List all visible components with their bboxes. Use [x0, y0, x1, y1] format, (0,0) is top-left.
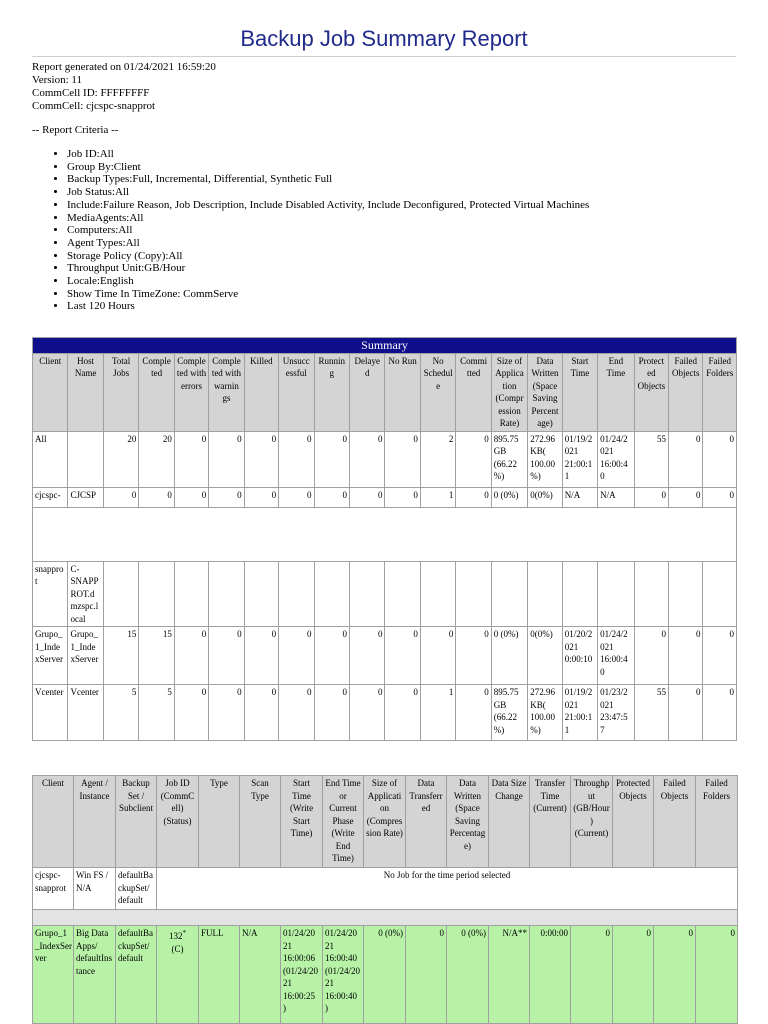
summary-cell: [139, 561, 174, 627]
no-job-message: No Job for the time period selected: [157, 868, 738, 910]
summary-header-row: [33, 353, 737, 431]
summary-cell: [669, 561, 703, 627]
summary-cell: 0: [103, 487, 138, 507]
summary-cell: 0: [669, 685, 703, 741]
table-row: [33, 868, 738, 910]
summary-cell: 272.96 KB( 100.00 %): [528, 685, 562, 741]
size-app-cell: 0 (0%): [364, 926, 406, 1024]
summary-cell: 0(0%): [528, 627, 562, 685]
summary-cell: [314, 561, 349, 627]
summary-cell: 0: [385, 487, 420, 507]
summary-cell: 0: [244, 431, 278, 487]
detail-backupset-cell: defaultBa ckupSet/ default: [116, 868, 157, 910]
summary-cell: 0: [209, 627, 244, 685]
summary-cell: [634, 561, 668, 627]
summary-cell: [174, 561, 208, 627]
criteria-item: • Agent Types:All: [67, 237, 589, 250]
table-row: [33, 561, 737, 627]
summary-cell: 0: [634, 487, 668, 507]
failed-folders-cell: 0: [696, 926, 738, 1024]
summary-cell: 0: [174, 431, 208, 487]
criteria-item: • Last 120 Hours: [67, 300, 589, 313]
detail-agent-cell: Big Data Apps/ defaultIns tance: [74, 926, 116, 1024]
summary-cell: 0: [456, 431, 491, 487]
summary-column-header: Host Name: [68, 353, 103, 431]
summary-column-header: Protect ed Objects: [634, 353, 668, 431]
summary-column-header: Size of Applica tion (Compr ession Rate): [491, 353, 527, 431]
summary-column-header: Client: [33, 353, 68, 431]
summary-column-header: Start Time: [562, 353, 597, 431]
criteria-item: • Storage Policy (Copy):All: [67, 250, 589, 263]
summary-cell: Vcenter: [68, 685, 103, 741]
throughput-cell: 0: [571, 926, 613, 1024]
summary-cell: N/A: [598, 487, 634, 507]
summary-cell: cjcspc-: [33, 487, 68, 507]
summary-cell: 0: [703, 431, 737, 487]
summary-cell: 01/20/2 021 0:00:10: [562, 627, 597, 685]
summary-cell: 5: [139, 685, 174, 741]
summary-cell: 0: [669, 627, 703, 685]
detail-column-header: Data Transferr ed: [406, 776, 447, 868]
table-row: [33, 431, 737, 487]
summary-column-header: Comple ted: [139, 353, 174, 431]
criteria-item: • Computers:All: [67, 224, 589, 237]
detail-column-header: Client: [33, 776, 74, 868]
summary-cell: 01/23/2 021 23:47:5 7: [598, 685, 634, 741]
detail-column-header: Type: [199, 776, 240, 868]
summary-cell: [244, 561, 278, 627]
summary-cell: N/A: [562, 487, 597, 507]
summary-cell: 15: [103, 627, 138, 685]
summary-column-header: Failed Folders: [703, 353, 737, 431]
detail-header-row: [33, 776, 738, 868]
summary-cell: 0: [244, 685, 278, 741]
summary-cell: 0(0%): [528, 487, 562, 507]
summary-cell: 0: [669, 487, 703, 507]
table-row: [33, 685, 737, 741]
group-separator: [33, 910, 738, 926]
job-id: 132: [169, 931, 183, 941]
meta-commcell: CommCell: cjcspc-snapprot: [32, 100, 156, 112]
detail-column-header: Size of Applicati on (Compres sion Rate): [364, 776, 406, 868]
data-transferred-cell: 0: [406, 926, 447, 1024]
job-detail-table: [32, 775, 738, 1024]
summary-cell: [349, 561, 384, 627]
summary-cell: [491, 561, 527, 627]
data-size-change-cell: N/A**: [489, 926, 530, 1024]
summary-cell: [103, 561, 138, 627]
criteria-list: [36, 148, 589, 313]
criteria-item: • Job ID:All: [67, 148, 589, 161]
summary-column-header: Delaye d: [349, 353, 384, 431]
summary-column-header: Comple ted with errors: [174, 353, 208, 431]
criteria-item: • Backup Types:Full, Incremental, Differential, Synthetic Full: [67, 173, 589, 186]
detail-column-header: Transfer Time (Current): [530, 776, 571, 868]
summary-cell: [598, 561, 634, 627]
summary-cell: [420, 561, 455, 627]
summary-cell: 0: [209, 487, 244, 507]
summary-cell: 20: [139, 431, 174, 487]
detail-agent-cell: Win FS / N/A: [74, 868, 116, 910]
summary-column-header: End Time: [598, 353, 634, 431]
summary-cell: 0: [244, 627, 278, 685]
criteria-item: • Include:Failure Reason, Job Description, Include Disabled Activity, Include Deconfigured, Protected Virtual Machines: [67, 199, 589, 212]
summary-cell: 0: [314, 487, 349, 507]
summary-column-header: Total Jobs: [103, 353, 138, 431]
summary-cell: 0: [314, 431, 349, 487]
detail-column-header: Agent / Instance: [74, 776, 116, 868]
detail-column-header: Job ID (CommC ell) (Status): [157, 776, 199, 868]
summary-cell: 0: [349, 685, 384, 741]
summary-cell: 272.96 KB( 100.00 %): [528, 431, 562, 487]
summary-cell: Grupo_ 1_Inde xServer: [33, 627, 68, 685]
summary-cell: [209, 561, 244, 627]
summary-cell: [385, 561, 420, 627]
summary-cell: Grupo_ 1_Inde xServer: [68, 627, 103, 685]
summary-cell: 0 (0%): [491, 627, 527, 685]
meta-commcell-id: CommCell ID: FFFFFFFF: [32, 87, 150, 99]
summary-cell: [528, 561, 562, 627]
summary-cell: 0: [385, 431, 420, 487]
summary-cell: 0: [244, 487, 278, 507]
table-row: [33, 926, 738, 1024]
criteria-item: • Job Status:All: [67, 186, 589, 199]
detail-column-header: End Time or Current Phase (Write End Time): [323, 776, 364, 868]
summary-cell: 55: [634, 431, 668, 487]
detail-backupset-cell: defaultBa ckupSet/ default: [116, 926, 157, 1024]
summary-cell: 1: [420, 487, 455, 507]
summary-cell: 5: [103, 685, 138, 741]
summary-cell: 0: [456, 627, 491, 685]
summary-cell: 0: [174, 487, 208, 507]
report-title: Backup Job Summary Report: [240, 26, 528, 51]
summary-cell: 0: [703, 627, 737, 685]
summary-cell: 0: [703, 685, 737, 741]
summary-cell: 0: [139, 487, 174, 507]
summary-cell: Vcenter: [33, 685, 68, 741]
detail-column-header: Data Size Change: [489, 776, 530, 868]
summary-cell: 1: [420, 685, 455, 741]
summary-cell: 0: [385, 685, 420, 741]
summary-cell: [279, 561, 314, 627]
summary-cell: [703, 561, 737, 627]
summary-cell: 2: [420, 431, 455, 487]
detail-column-header: Failed Folders: [696, 776, 738, 868]
summary-column-header: Killed: [244, 353, 278, 431]
summary-cell: 0: [209, 685, 244, 741]
detail-column-header: Start Time (Write Start Time): [281, 776, 323, 868]
summary-cell: 0: [314, 627, 349, 685]
summary-cell: 0: [349, 627, 384, 685]
summary-table: [32, 337, 737, 741]
criteria-item: • Group By:Client: [67, 161, 589, 174]
summary-cell: 0: [669, 431, 703, 487]
report-meta: [32, 61, 216, 113]
summary-column-header: No Schedul e: [420, 353, 455, 431]
summary-cell: 895.75 GB (66.22 %): [491, 431, 527, 487]
summary-cell: [562, 561, 597, 627]
summary-cell: 01/24/2 021 16:00:4 0: [598, 627, 634, 685]
summary-cell: 0: [174, 627, 208, 685]
detail-client-cell: Grupo_1 _IndexSer ver: [33, 926, 74, 1024]
table-row: [33, 487, 737, 507]
summary-cell: 0: [420, 627, 455, 685]
detail-column-header: Throughp ut (GB/Hour ) (Current): [571, 776, 613, 868]
summary-cell: 0: [385, 627, 420, 685]
job-id-cell: [157, 926, 199, 1024]
job-status: (C): [171, 943, 184, 954]
job-type-cell: FULL: [199, 926, 240, 1024]
summary-cell: snappro t: [33, 561, 68, 627]
summary-cell: 0: [634, 627, 668, 685]
meta-generated: Report generated on 01/24/2021 16:59:20: [32, 61, 216, 73]
summary-cell: 0: [456, 685, 491, 741]
detail-client-cell: cjcspc- snapprot: [33, 868, 74, 910]
detail-column-header: Protected Objects: [613, 776, 654, 868]
failed-objects-cell: 0: [654, 926, 696, 1024]
summary-cell: 0: [703, 487, 737, 507]
summary-cell: 0: [456, 487, 491, 507]
summary-column-header: Comple ted with warnin gs: [209, 353, 244, 431]
summary-cell: 0: [279, 685, 314, 741]
scan-type-cell: N/A: [240, 926, 281, 1024]
summary-cell: 20: [103, 431, 138, 487]
summary-cell: 0: [349, 431, 384, 487]
summary-column-header: No Run: [385, 353, 420, 431]
detail-column-header: Failed Objects: [654, 776, 696, 868]
summary-cell: [456, 561, 491, 627]
data-written-cell: 0 (0%): [447, 926, 489, 1024]
job-id-mark: *: [182, 929, 186, 937]
summary-cell: 01/19/2 021 21:00:1 1: [562, 431, 597, 487]
detail-column-header: Scan Type: [240, 776, 281, 868]
summary-cell: 895.75 GB (66.22 %): [491, 685, 527, 741]
summary-cell: 0: [174, 685, 208, 741]
summary-cell: 0: [209, 431, 244, 487]
summary-cell: 0 (0%): [491, 487, 527, 507]
summary-column-header: Unsucc essful: [279, 353, 314, 431]
start-time-cell: 01/24/20 21 16:00:06 (01/24/20 21 16:00:25 ): [281, 926, 323, 1024]
criteria-item: • MediaAgents:All: [67, 212, 589, 225]
summary-cell: 0: [349, 487, 384, 507]
detail-column-header: Backup Set / Subclient: [116, 776, 157, 868]
page-break-gap: [33, 507, 737, 561]
summary-column-header: Commi tted: [456, 353, 491, 431]
summary-cell: All: [33, 431, 68, 487]
summary-column-header: Runnin g: [314, 353, 349, 431]
summary-cell: 55: [634, 685, 668, 741]
detail-column-header: Data Written (Space Saving Percentag e): [447, 776, 489, 868]
protected-objects-cell: 0: [613, 926, 654, 1024]
summary-cell: CJCSP: [68, 487, 103, 507]
transfer-time-cell: 0:00:00: [530, 926, 571, 1024]
summary-column-header: Data Written (Space Saving Percent age): [528, 353, 562, 431]
summary-cell: 01/19/2 021 21:00:1 1: [562, 685, 597, 741]
summary-column-header: Failed Objects: [669, 353, 703, 431]
summary-cell: [68, 431, 103, 487]
summary-cell: C- SNAPP ROT.d mzspc.l ocal: [68, 561, 103, 627]
summary-cell: 01/24/2 021 16:00:4 0: [598, 431, 634, 487]
criteria-title: -- Report Criteria --: [32, 124, 119, 136]
summary-caption: Summary: [33, 338, 737, 354]
table-row: [33, 627, 737, 685]
meta-version: Version: 11: [32, 74, 83, 86]
criteria-item: • Throughput Unit:GB/Hour: [67, 262, 589, 275]
summary-cell: 0: [279, 627, 314, 685]
criteria-item: • Locale:English: [67, 275, 589, 288]
summary-cell: 0: [279, 487, 314, 507]
end-time-cell: 01/24/20 21 16:00:40 (01/24/20 21 16:00:40 ): [323, 926, 364, 1024]
summary-cell: 15: [139, 627, 174, 685]
criteria-item: • Show Time In TimeZone: CommServe: [67, 288, 589, 301]
summary-cell: 0: [314, 685, 349, 741]
summary-cell: 0: [279, 431, 314, 487]
title-divider: [32, 56, 736, 57]
